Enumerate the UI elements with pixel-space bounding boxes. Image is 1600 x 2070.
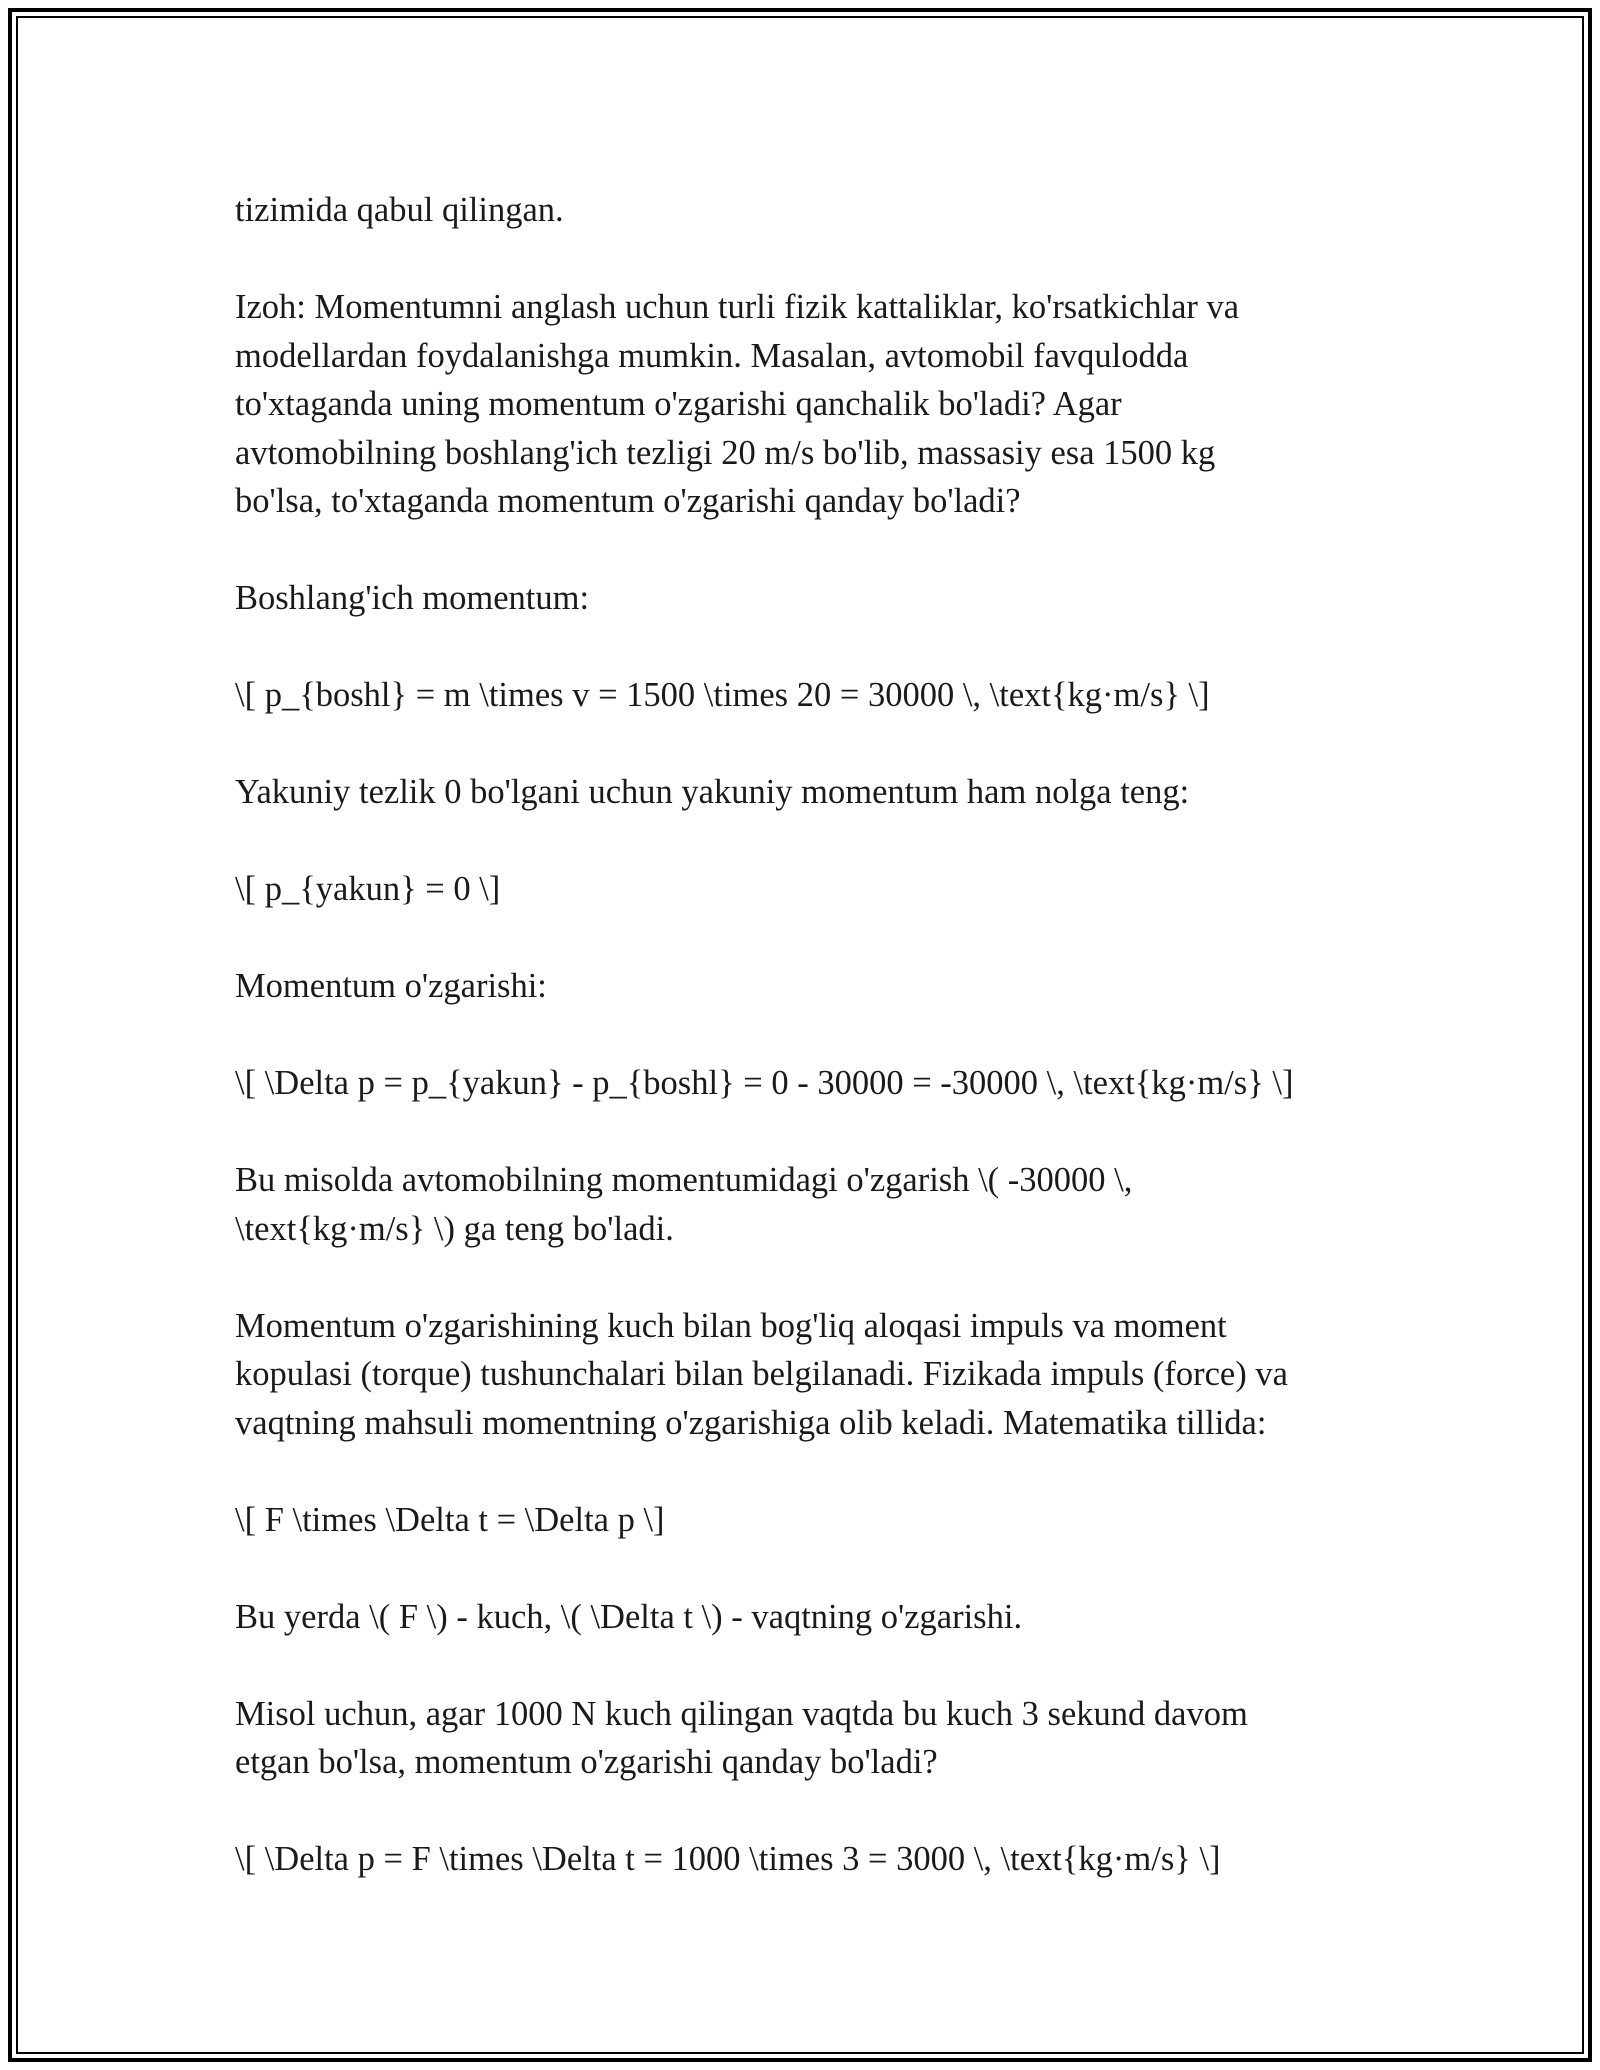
- paragraph-initial-momentum-label: Boshlang'ich momentum:: [235, 579, 590, 617]
- paragraph-variable-definitions: Bu yerda \( F \) - kuch, \( \Delta t \) - vaqtning o'zgarishi.: [235, 1597, 1023, 1636]
- paragraph-note: Izoh: Momentumni anglash uchun turli fizik kattaliklar, ko'rsatkichlar va modellardan foydalanishga mumkin. Masalan, avtomobil favqulodda to'xtaganda uning momentum o'zgarishi qanchalik bo'ladi? Agar avtomobilning boshlang'ich tezligi 20 m/s bo'lib, massasiy esa 1500 kg bo'lsa, to'xtaganda momentum o'zgarishi qanday bo'ladi?: [235, 288, 1240, 520]
- equation-momentum-change: \[ \Delta p = p_{yakun} - p_{boshl} = 0 - 30000 = -30000 \, \text{kg·m/s} \]: [235, 1064, 1294, 1102]
- document-body: [235, 186, 1385, 1884]
- paragraph-continuation: tizimida qabul qilingan.: [235, 191, 564, 229]
- equation-initial-momentum: \[ p_{boshl} = m \times v = 1500 \times 20 = 30000 \, \text{kg·m/s} \]: [235, 676, 1210, 714]
- paragraph-final-velocity: Yakuniy tezlik 0 bo'lgani uchun yakuniy momentum ham nolga teng:: [235, 773, 1190, 811]
- equation-impulse: \[ F \times \Delta t = \Delta p \]: [235, 1500, 665, 1539]
- equation-final-momentum: \[ p_{yakun} = 0 \]: [235, 870, 501, 908]
- equation-force-example: \[ \Delta p = F \times \Delta t = 1000 \times 3 = 3000 \, \text{kg·m/s} \]: [235, 1840, 1221, 1878]
- paragraph-force-example: Misol uchun, agar 1000 N kuch qilingan vaqtda bu kuch 3 sekund davom etgan bo'lsa, momentum o'zgarishi qanday bo'ladi?: [235, 1694, 1248, 1781]
- paragraph-example-result: Bu misolda avtomobilning momentumidagi o'zgarish \( -30000 \, \text{kg·m/s} \) ga teng bo'ladi.: [235, 1161, 1133, 1248]
- paragraph-impulse-relation: Momentum o'zgarishining kuch bilan bog'liq aloqasi impuls va moment kopulasi (torque) tushunchalari bilan belgilanadi. Fizikada impuls (force) va vaqtning mahsuli momentning o'zgarishiga olib keladi. Matematika tillida:: [235, 1306, 1288, 1442]
- paragraph-momentum-change-label: Momentum o'zgarishi:: [235, 967, 547, 1005]
